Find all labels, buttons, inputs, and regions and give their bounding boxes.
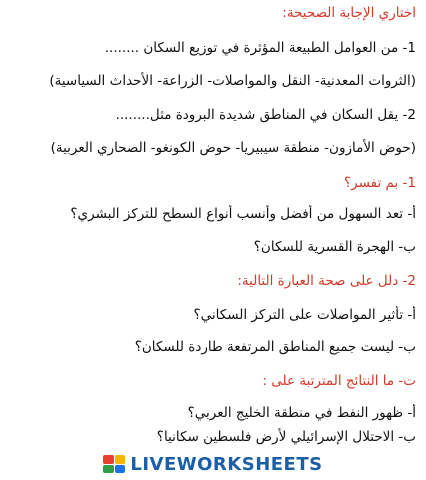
options-1: (الثروات المعدنية- النقل والمواصلات- الزراعة- الأحداث السياسية) [49, 73, 416, 89]
section-title-choose: اختاري الإجابة الصحيحة: [282, 5, 416, 21]
explain-item-a: أ- تعد السهول من أفضل وأنسب أنواع السطح للتركز البشري؟ [70, 206, 416, 222]
prove-item-b: ب- ليست جميع المناطق المرتفعة طاردة للسكان؟ [134, 339, 416, 355]
section-title-explain: 1- بم تفسر؟ [343, 175, 416, 191]
section-title-prove: 2- دلل على صحة العبارة التالية: [237, 273, 416, 289]
results-item-a: أ- ظهور النفط في منطقة الخليج العربي؟ [187, 405, 416, 421]
results-item-b: ب- الاحتلال الإسرائيلي لأرض فلسطين سكانيا؟ [156, 429, 416, 445]
brand-name: LIVEWORKSHEETS [130, 453, 323, 475]
section-title-results: ت- ما النتائج المترتبة على : [262, 373, 416, 389]
options-2: (حوض الأمازون- منطقة سيبيريا- حوض الكونغو- الصحاري العربية) [50, 140, 416, 156]
prove-item-a: أ- تأثير المواصلات على التركز السكاني؟ [193, 307, 416, 323]
explain-item-b: ب- الهجرة القسرية للسكان؟ [253, 239, 416, 255]
liveworksheets-icon [103, 455, 125, 473]
question-1: 1- من العوامل الطبيعة المؤثرة في توزيع السكان ........ [104, 40, 416, 56]
question-2: 2- يقل السكان في المناطق شديدة البرودة مثل........ [115, 107, 416, 123]
footer [0, 448, 426, 480]
liveworksheets-logo[interactable] [103, 454, 322, 475]
